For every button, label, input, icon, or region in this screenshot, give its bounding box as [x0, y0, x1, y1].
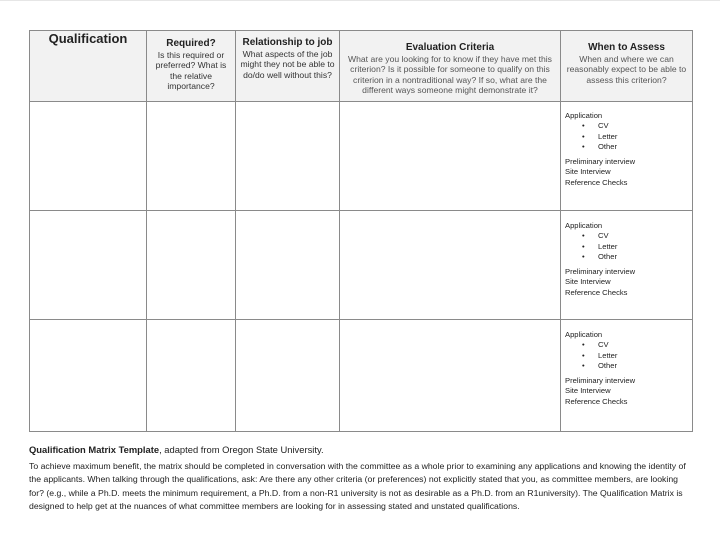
header-required-description: Is this required or preferred? What is the relative importance? [155, 50, 227, 92]
stage-label: Preliminary interview [565, 376, 636, 386]
table-row [30, 211, 693, 320]
matrix-caption [29, 443, 693, 456]
list-item: • Other [565, 252, 692, 262]
list-item: • Letter [565, 132, 692, 142]
qualification-cell[interactable] [30, 102, 147, 211]
when-to-assess-cell[interactable] [561, 211, 693, 320]
header-qualification-title: Qualification [48, 31, 128, 46]
header-required [147, 31, 236, 102]
table-row [30, 102, 693, 211]
stage-label: Reference Checks [565, 177, 628, 187]
application-item-list [565, 340, 692, 371]
application-label: Application [565, 221, 603, 230]
list-item: • Letter [565, 242, 692, 252]
required-cell[interactable] [147, 211, 236, 320]
stage-label: Preliminary interview [565, 267, 636, 277]
relationship-cell[interactable] [236, 320, 340, 432]
header-required-title: Required? [166, 38, 216, 49]
header-when-title: When to Assess [588, 42, 665, 53]
stage-label: Preliminary interview [565, 157, 636, 167]
header-qualification [30, 31, 147, 102]
list-item: • CV [565, 121, 692, 131]
application-item-list [565, 121, 692, 152]
qualification-matrix-table [29, 30, 693, 432]
required-cell[interactable] [147, 320, 236, 432]
evaluation-cell[interactable] [340, 102, 561, 211]
header-evaluation-description: What are you looking for to know if they have met this criterion? Is it possible for someone to qualify on this criterion in a nontraditional way? If so, what are the different ways someone might demonstrate it? [348, 54, 552, 96]
list-item: • Other [565, 142, 692, 152]
page-top-edge [0, 0, 720, 1]
required-cell[interactable] [147, 102, 236, 211]
header-relationship-description: What aspects of the job might they not be able to do/do well without this? [240, 49, 335, 80]
header-when-description: When and where we can reasonably expect to be able to assess this criterion? [566, 54, 687, 85]
table-row [30, 320, 693, 432]
header-evaluation-title: Evaluation Criteria [405, 42, 495, 53]
evaluation-cell[interactable] [340, 320, 561, 432]
relationship-cell[interactable] [236, 211, 340, 320]
header-relationship-title: Relationship to job [242, 37, 333, 48]
list-item: • Other [565, 361, 692, 371]
header-evaluation [340, 31, 561, 102]
header-relationship [236, 31, 340, 102]
stage-label: Reference Checks [565, 396, 628, 406]
application-item-list [565, 231, 692, 262]
stage-label: Site Interview [565, 386, 611, 396]
evaluation-cell[interactable] [340, 211, 561, 320]
header-row [30, 31, 693, 102]
usage-note-paragraph: To achieve maximum benefit, the matrix should be completed in conversation with the committee as a whole prior to examining any applications and knowing the identity of the applicants. When talking through the qualifications, ask: Are there any other criteria (or preferences) not explicitly stated that you, as committee members, are looking for? (e.g., while a Ph.D. meets the minimum requirement, a Ph.D. from a non-R1 university is not as desirable as a Ph.D. from an R1university). The Qualification Matrix is designed to help get at the nuances of what committee members are looking for in assessing stated and unstated qualifications. [29, 461, 686, 511]
list-item: • CV [565, 340, 692, 350]
stage-label: Reference Checks [565, 287, 628, 297]
qualification-cell[interactable] [30, 320, 147, 432]
relationship-cell[interactable] [236, 102, 340, 211]
caption-source: , adapted from Oregon State University. [159, 444, 324, 455]
list-item: • Letter [565, 351, 692, 361]
header-when [561, 31, 693, 102]
caption-title: Qualification Matrix Template [29, 444, 160, 455]
stage-label: Site Interview [565, 277, 611, 287]
qualification-cell[interactable] [30, 211, 147, 320]
list-item: • CV [565, 231, 692, 241]
when-to-assess-cell[interactable] [561, 320, 693, 432]
application-label: Application [565, 111, 603, 120]
stage-label: Site Interview [565, 167, 611, 177]
application-label: Application [565, 330, 603, 339]
when-to-assess-cell[interactable] [561, 102, 693, 211]
